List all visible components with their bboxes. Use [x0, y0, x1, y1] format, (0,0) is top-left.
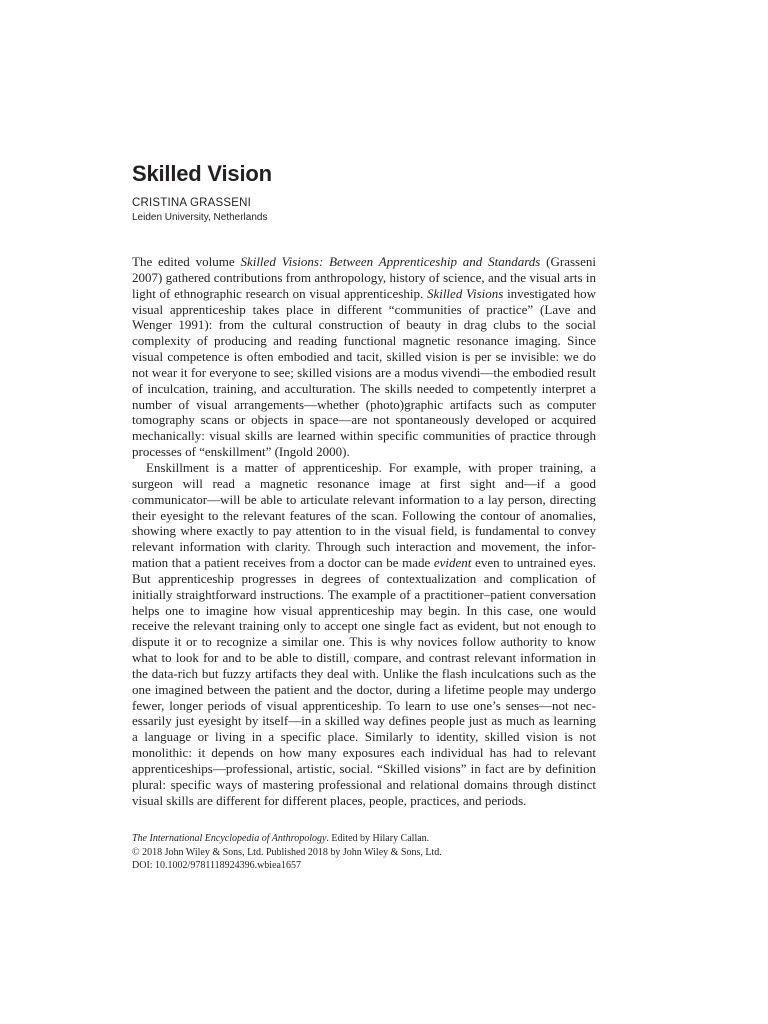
body-paragraph-2 [132, 460, 596, 809]
book-title-italic: Skilled Visions: Between Apprenticeship and Standards [240, 254, 541, 269]
author-affiliation: Leiden University, Netherlands [132, 212, 268, 223]
paragraph-text: investigated how visual apprenticeship takes place in different “communities of practice” (Lave and Wenger 1991): from the cultural construction of beauty in drag clubs to the social complexity of producing and reading functional magnetic resonance imaging. Since visual competence is often embodied and tacit, skilled vision is per se invisible: we do not wear it for everyone to see; skilled visions are a modus vivendi—the embodied result of inculcation, training, and acculturation. The skills needed to competently interpret a number of visual arrangements—whether (photo)graphic artifacts such as computer tomography scans or objects in space—are not spontaneously developed or acquired mechanically: visual skills are learned within specific communities of practice through processes of “enskillment” (Ingold 2000). [132, 285, 596, 460]
emphasis-italic: evident [433, 555, 472, 571]
body-paragraph-1 [132, 254, 596, 460]
book-title-italic: Skilled Visions [426, 285, 504, 301]
encyclopedia-title: The International Encyclopedia of Anthropology [132, 833, 327, 844]
paragraph-text: even to untrained eyes. But apprenticeship progresses in degrees of contextualization and complication of initially straightforward instructions. The example of a practitioner–patient conversation helps one to imagine how visual apprenticeship may begin. In this case, one would receive the relevant training only to accept one single fact as evident, but not enough to dispute it or to recognize a similar one. This is why novices follow authority to know what to look for and to be able to distill, compare, and contrast relevant information in the data-rich but fuzzy artifacts they deal with. Unlike the flash inculcations such as the one imagined between the patient and the doctor, during a lifetime people may undergo fewer, longer periods of visual apprenticeship. To learn to use one’s senses—not necessarily just eyesight by itself—in a skilled way defines people just as much as learning a language or living in a specific place. Similarly to identity, skilled vision is not monolithic: it depends on how many exposures each individual has had to relevant apprenticeships—professional, artistic, social. “Skilled visions” in fact are by definition plural: specific ways of mastering professional and relational domains through distinct visual skills are different for different places, people, practices, and periods. [132, 555, 596, 808]
editor-text: . Edited by Hilary Callan. [326, 833, 430, 844]
citation-footer [132, 832, 442, 873]
paragraph-text: (Grasseni 2007) gathered contributions from anthropology, history of science, and the visual arts in light of ethnographic research on visual apprenticeship. [132, 254, 596, 301]
paragraph-text: Enskillment is a matter of apprenticeship. For example, with proper training, a surgeon will read a magnetic resonance image at first sight and—if a good communicator—will be able to articulate relevant information to a lay person, directing their eyesight to the relevant features of the scan. Following the contour of anomalies, showing where exactly to pay attention to in the visual field, is fundamental to convey relevant information with clarity. Through such interaction and movement, the information that a patient receives from a doctor can be made [132, 459, 596, 571]
doi-line: DOI: 10.1002/9781118924396.wbiea1657 [132, 860, 301, 871]
article-body [132, 254, 596, 809]
author-name: CRISTINA GRASSENI [132, 197, 252, 209]
copyright-line: © 2018 John Wiley & Sons, Ltd. Published 2018 by John Wiley & Sons, Ltd. [132, 846, 442, 858]
paragraph-text: The edited volume [132, 254, 241, 269]
citation-source-line [132, 832, 442, 846]
article-title: Skilled Vision [132, 161, 272, 186]
